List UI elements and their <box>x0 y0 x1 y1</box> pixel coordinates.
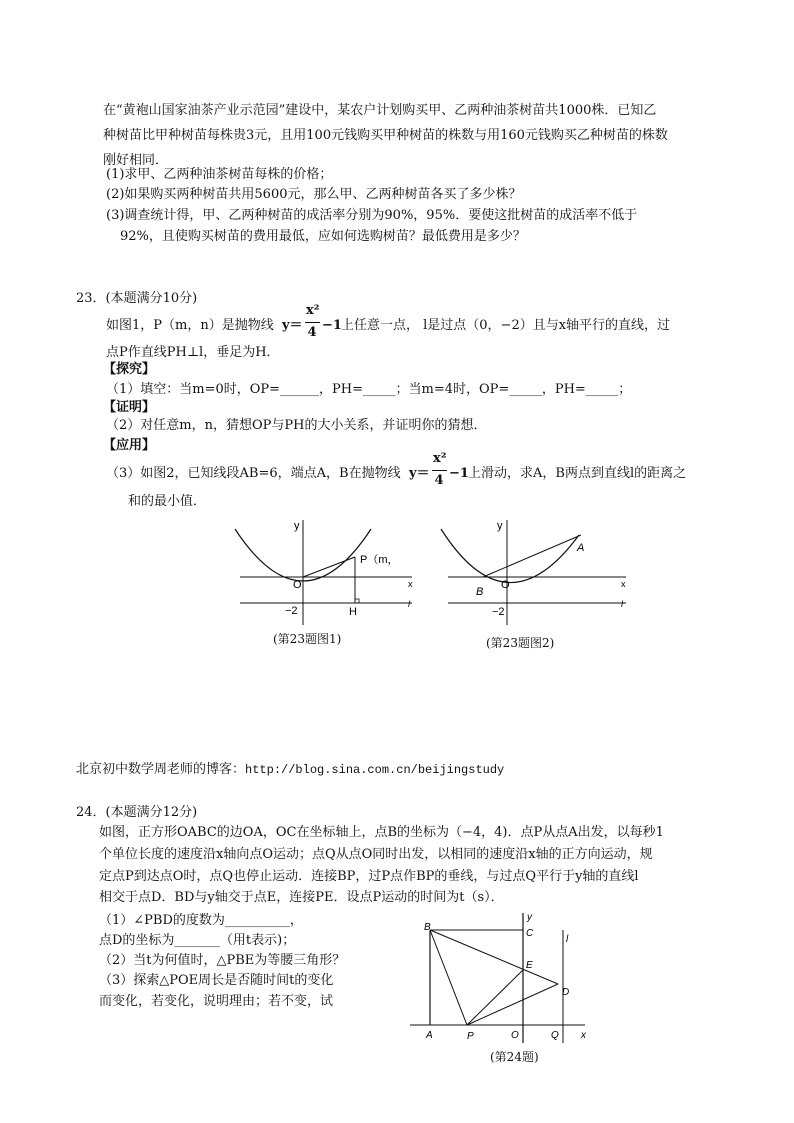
label-l: l <box>408 599 410 609</box>
label-b: B <box>424 922 431 933</box>
q23-part-3b: 上滑动，求A，B两点到直线l的距离之 <box>468 466 687 481</box>
q24-sub-2: （2）当t为何值时，△PBE为等腰三角形？ <box>99 953 346 968</box>
label-x: x <box>621 579 626 589</box>
q22-sub-3-cont: 92%，且使购买树苗的费用最低，应如何选购树苗？最低费用是多少？ <box>120 229 526 244</box>
label-p: P（m， <box>360 554 399 566</box>
label-o: O <box>501 579 510 591</box>
q22-line-1: 在“黄袍山国家油茶产业示范园”建设中，某农户计划购买甲、乙两种油茶树苗共1000株．已知乙 <box>103 103 657 118</box>
segment-bp <box>430 930 467 1025</box>
label-y: y <box>497 520 503 532</box>
q23-frac-line <box>305 322 320 323</box>
segment-ab <box>483 535 581 577</box>
label-e: E <box>526 960 533 971</box>
q23-func-tail: −1 <box>322 318 342 333</box>
q23-prove-tag: 【证明】 <box>103 400 156 415</box>
label-y: y <box>294 520 300 532</box>
q23-frac-num: x² <box>306 303 320 318</box>
q24-line-2: 个单位长度的速度沿x轴向点O运动；点Q从点O同时出发，以相同的速度沿x轴的正方向运动，规 <box>99 847 653 862</box>
q22-sub-1: (1)求甲、乙两种油茶树苗每株的价格； <box>106 167 333 182</box>
q23-frac-line-2 <box>432 470 447 471</box>
q23-frac-den-2: 4 <box>434 473 444 488</box>
q23-intro-a: 如图1，P（m，n）是抛物线 <box>106 318 274 333</box>
q24-sub-1: （1）∠PBD的度数为__________， <box>99 913 303 928</box>
q23-func-y-2: y＝ <box>409 466 430 481</box>
label-b: B <box>476 586 484 598</box>
q23-frac-den: 4 <box>307 325 317 340</box>
q23-apply-tag: 【应用】 <box>103 438 156 453</box>
right-angle-mark <box>355 599 359 603</box>
q24-sub-3b: 而变化，若变化，说明理由；若不变，试 <box>99 994 334 1009</box>
label-a: A <box>426 1030 433 1041</box>
q23-figure-1-caption: (第23题图1) <box>273 632 342 646</box>
q22-line-3: 刚好相同． <box>103 153 169 168</box>
label-c: C <box>526 928 534 939</box>
q22-sub-3: (3)调查统计得，甲、乙两种树苗的成活率分别为90%，95%．要使这批树苗的成活率不低于 <box>106 208 638 223</box>
q24-sub-1b: 点D的坐标为_______（用t表示)； <box>99 933 296 948</box>
label-x: x <box>408 579 413 589</box>
label-minus2: −2 <box>285 605 298 617</box>
q23-frac-num-2: x² <box>433 451 447 466</box>
q23-func-tail-2: −1 <box>449 466 469 481</box>
label-x: x <box>581 1030 586 1041</box>
q22-sub-2: (2)如果购买两种树苗共用5600元，那么甲、乙两种树苗各买了多少株？ <box>106 187 522 202</box>
label-y: y <box>527 912 532 923</box>
q24-sub-3: （3）探索△POE周长是否随时间t的变化 <box>99 973 334 988</box>
q23-part-3c: 和的最小值． <box>128 494 207 509</box>
q24-line-3: 定点P到达点O时，点Q也停止运动．连接BP，过P点作BP的垂线，与过点Q平行于y轴的直线l <box>99 869 639 884</box>
label-o: O <box>293 579 302 591</box>
label-minus2: −2 <box>492 606 505 618</box>
label-l: l <box>621 599 623 609</box>
label-d: D <box>562 987 570 998</box>
segment-bd <box>430 930 558 984</box>
segment-pd <box>467 984 558 1025</box>
q23-explore-tag: 【探究】 <box>103 362 156 377</box>
parabola <box>441 529 579 583</box>
q24-figure <box>405 908 595 1048</box>
q23-func-y: y＝ <box>282 318 303 333</box>
segment-pe <box>467 970 523 1025</box>
label-h: H <box>349 606 357 618</box>
q23-part-2: （2）对任意m，n，猜想OP与PH的大小关系，并证明你的猜想． <box>106 418 487 433</box>
q23-figure-2 <box>438 515 633 630</box>
q24-line-4: 相交于点D．BD与y轴交于点E，连接PE．设点P运动的时间为t（s）． <box>99 890 504 905</box>
label-q: Q <box>551 1030 559 1041</box>
blog-label: 北京初中数学周老师的博客： <box>76 762 246 777</box>
q23-header: 23．(本题满分10分) <box>76 291 198 306</box>
q24-header: 24．(本题满分12分) <box>76 805 198 820</box>
q23-intro-b: 上任意一点， l是过点（0，−2）且与x轴平行的直线，过 <box>341 318 671 333</box>
q24-figure-caption: (第24题) <box>490 1050 539 1064</box>
label-p: P <box>467 1031 474 1042</box>
q23-part-3a: （3）如图2，已知线段AB=6，端点A，B在抛物线 <box>106 466 401 481</box>
q22-line-2: 种树苗比甲种树苗每株贵3元，且用100元钱购买甲种树苗的株数与用160元钱购买乙种树苗的株数 <box>103 128 668 143</box>
label-a: A <box>577 542 585 554</box>
q23-intro-c: 点P作直线PH⊥l，垂足为H． <box>106 345 280 360</box>
q24-line-1: 如图，正方形OABC的边OA，OC在坐标轴上，点B的坐标为（−4，4)．点P从点A出发，以每秒1 <box>99 825 664 840</box>
blog-url[interactable]: http://blog.sina.com.cn/beijingstudy <box>245 763 505 777</box>
q23-part-1: （1）填空：当m=0时，OP=______，PH=_____；当m=4时，OP=_____，PH=_____； <box>106 382 632 397</box>
blog-line <box>76 762 504 778</box>
label-l: l <box>566 934 569 945</box>
label-o: O <box>511 1030 519 1041</box>
q23-figure-2-caption: (第23题图2) <box>486 636 555 650</box>
q23-figure-1 <box>230 515 420 630</box>
